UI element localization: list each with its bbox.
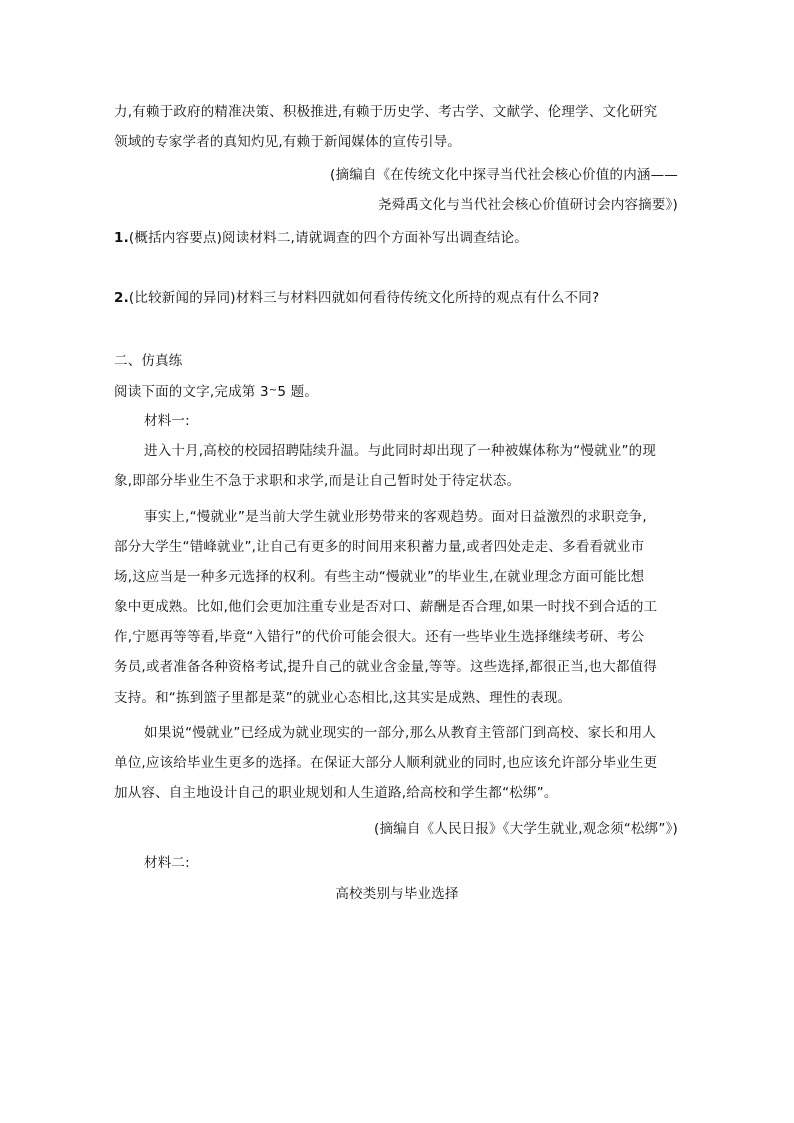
question-2-text: (比较新闻的异同)材料三与材料四就如何看待传统文化所持的观点有什么不同?: [128, 290, 600, 306]
material-1-para-1-line-2: 象,即部分毕业生不急于求职和求学,而是让自己暂时处于待定状态。: [114, 473, 521, 489]
top-paragraph-line-1: 力,有赖于政府的精准决策、积极推进,有赖于历史学、考古学、文献学、伦理学、文化研究: [114, 104, 658, 120]
question-2: [114, 288, 599, 308]
material-1-para-3-line-2: 单位,应该给毕业生更多的选择。在保证大部分人顺利就业的同时,也应该允许部分毕业生更: [114, 755, 658, 771]
material-1-para-2-line-2: 部分大学生“错峰就业”,让自己有更多的时间用来积蓄力量,或者四处走走、多看看就业市: [114, 539, 645, 555]
top-paragraph-line-2: 领域的专家学者的真知灼见,有赖于新闻媒体的宣传引导。: [114, 134, 461, 150]
source-citation-line-1: (摘编自《在传统文化中探寻当代社会核心价值的内涵——: [330, 167, 678, 183]
material-1-para-2-line-5: 作,宁愿再等等看,毕竟“入错行”的代价可能会很大。还有一些毕业生选择继续考研、考公: [114, 629, 645, 645]
material-1-para-2-line-7: 支持。和“拣到篮子里都是菜”的就业心态相比,这其实是成熟、理性的表现。: [114, 690, 572, 706]
material-1-para-2-line-1: 事实上,“慢就业”是当前大学生就业形势带来的客观趋势。面对日益激烈的求职竞争,: [144, 509, 647, 525]
material-1-label: 材料一:: [144, 413, 190, 429]
material-1-para-1-line-1: 进入十月,高校的校园招聘陆续升温。与此同时却出现了一种被媒体称为“慢就业”的现: [144, 443, 657, 459]
question-2-number: 2.: [114, 290, 129, 306]
material-1-para-2-line-3: 场,这应当是一种多元选择的权利。有些主动“慢就业”的毕业生,在就业理念方面可能比想: [114, 569, 645, 585]
material-1-source: (摘编自《人民日报》《大学生就业,观念须“松绑”》): [373, 821, 678, 837]
material-1-para-2-line-4: 象中更成熟。比如,他们会更加注重专业是否对口、薪酬是否合理,如果一时找不到合适的工: [114, 599, 658, 615]
section-heading: 二、仿真练: [114, 353, 183, 369]
material-1-para-2-line-6: 务员,或者准备各种资格考试,提升自己的就业含金量,等等。这些选择,都很正当,也大都值得: [114, 659, 658, 675]
table-title: 高校类别与毕业选择: [335, 886, 459, 902]
source-citation-line-2: 尧舜禹文化与当代社会核心价值研讨会内容摘要》): [377, 197, 678, 213]
instruction-text-pre: 阅读下面的文字,完成第 3: [114, 384, 269, 400]
instruction-tilde: ~: [268, 385, 278, 396]
material-1-para-3-line-3: 加从容、自主地设计自己的职业规划和人生道路,给高校和学生都“松绑”。: [114, 785, 558, 801]
instruction-text-post: 5 题。: [277, 384, 319, 400]
section-instruction: [114, 381, 318, 402]
question-1-number: 1.: [114, 230, 129, 246]
material-2-label: 材料二:: [144, 855, 190, 871]
question-1: [114, 228, 528, 248]
material-1-para-3-line-1: 如果说“慢就业”已经成为就业现实的一部分,那么从教育主管部门到高校、家长和用人: [144, 725, 657, 741]
question-1-text: (概括内容要点)阅读材料二,请就调查的四个方面补写出调查结论。: [128, 230, 528, 246]
